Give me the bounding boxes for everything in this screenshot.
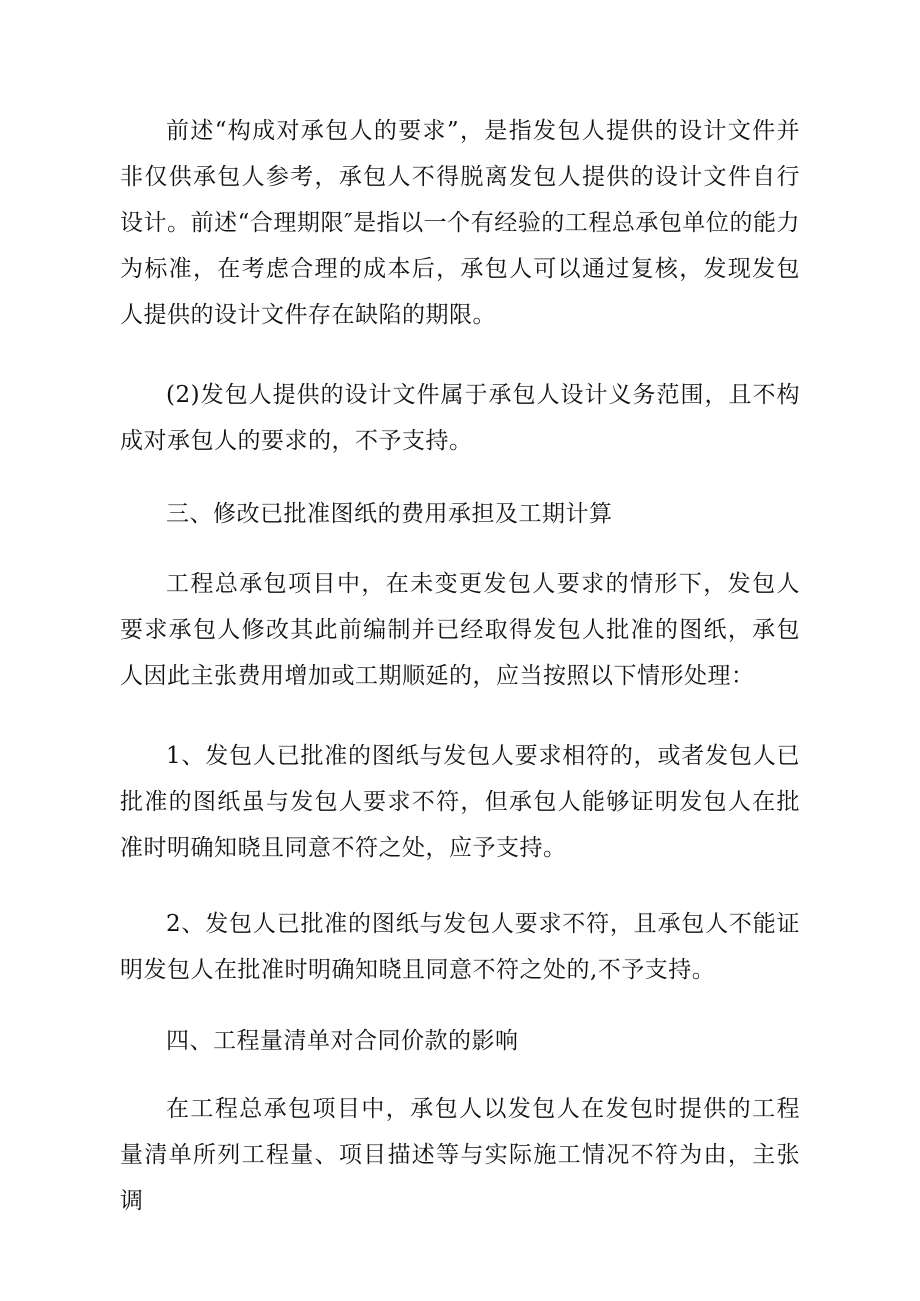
paragraph-reasonable-period: 前述“构成对承包人的要求”，是指发包人提供的设计文件并非仅供承包人参考，承包人不得脱离发包人提供的设计文件自行设计。前述“合理期限″是指以一个有经验的工程总承包单位的能力为标准，在考虑合理的成本后，承包人可以通过复核，发现发包人提供的设计文件存在缺陷的期限。 (120, 118, 800, 328)
paragraph-case-one: 1、发包人已批准的图纸与发包人要求相符的，或者发包人已批准的图纸虽与发包人要求不符，但承包人能够证明发包人在批准时明确知晓且同意不符之处，应予支持。 (120, 743, 800, 861)
paragraph-case-two: 2、发包人已批准的图纸与发包人要求不符，且承包人不能证明发包人在批准时明确知晓且同意不符之处的,不予支持。 (120, 911, 800, 983)
paragraph-modify-drawings: 工程总承包项目中，在未变更发包人要求的情形下，发包人要求承包人修改其此前编制并已经取得发包人批准的图纸，承包人因此主张费用增加或工期顺延的，应当按照以下情形处理： (120, 571, 800, 689)
section-heading-three: 三、修改已批准图纸的费用承担及工期计算 (166, 501, 613, 527)
paragraph-design-obligation: (2)发包人提供的设计文件属于承包人设计义务范围，且不构成对承包人的要求的，不予支持。 (120, 382, 800, 454)
paragraph-bill-of-quantities: 在工程总承包项目中，承包人以发包人在发包时提供的工程量清单所列工程量、项目描述等与实际施工情况不符为由，主张调 (120, 1096, 800, 1214)
section-heading-four: 四、工程量清单对合同价款的影响 (166, 1028, 519, 1054)
